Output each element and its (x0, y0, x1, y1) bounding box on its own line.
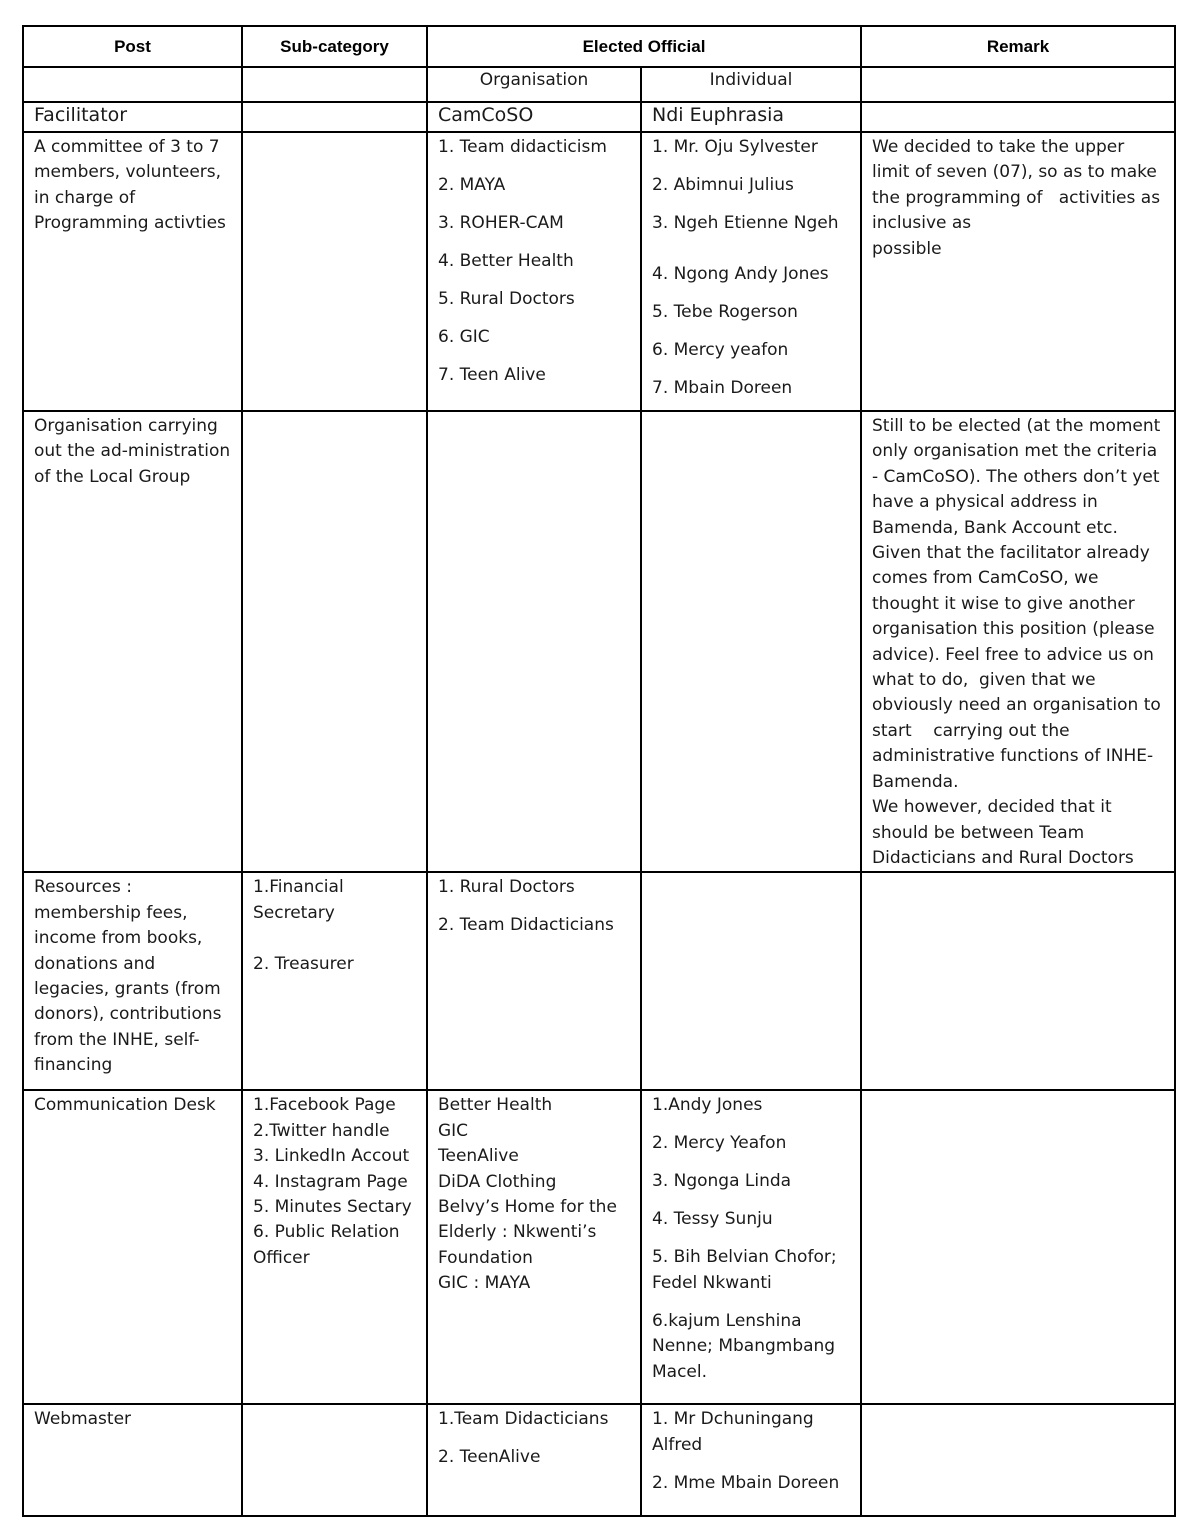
individual-cell: Ndi Euphrasia (641, 102, 861, 132)
list-item: DiDA Clothing (438, 1171, 557, 1192)
post-cell: Resources : membership fees, income from books, donations and legacies, grants (from donors), contributions from the INHE, self-financing (23, 872, 242, 1090)
subcategory-cell (242, 132, 427, 411)
list-item: 1. Mr Dchuningang Alfred (652, 1409, 814, 1455)
subcategory-cell (242, 1404, 427, 1516)
table-row-administration (23, 411, 1175, 872)
organisation-list (427, 1404, 641, 1516)
list-item: 1.Team Didacticians (438, 1409, 609, 1430)
list-item: 6. Mercy yeafon (652, 340, 789, 361)
post-cell: Communication Desk (23, 1090, 242, 1404)
list-item: 3. ROHER-CAM (438, 213, 564, 233)
subheader-organisation: Organisation (427, 67, 641, 102)
remark-cell (861, 102, 1175, 132)
remark-cell: Still to be elected (at the moment only organisation met the criteria - CamCoSO). The others don’t yet have a physical address in Bamenda, Bank Account etc. Given that the facilitator already comes from CamCoSO, we thought it wise to give another organisation this position (please advice). Feel free to advice us on what to do, given that we obviously need an organisation to start carrying out the administrative functions of INHE-Bamenda. We however, decided that it should be between Team Didacticians and Rural Doctors (861, 411, 1175, 872)
subcategory-list (242, 872, 427, 1090)
list-item: 2. Mme Mbain Doreen (652, 1472, 840, 1493)
subheader-row (23, 67, 1175, 102)
list-item: 7. Mbain Doreen (652, 378, 793, 399)
list-item: 4. Tessy Sunju (652, 1209, 773, 1230)
header-row (23, 26, 1175, 67)
table-row-committee (23, 132, 1175, 411)
header-subcategory: Sub-category (242, 26, 427, 67)
individual-list (641, 1090, 861, 1404)
individual-cell (641, 411, 861, 872)
list-item: 2.Twitter handle (253, 1120, 390, 1141)
list-item: 6.kajum Lenshina Nenne; Mbangmbang Macel. (652, 1310, 836, 1382)
subheader-remark-empty (861, 67, 1175, 102)
list-item: GIC (438, 1120, 469, 1141)
list-item: 1. Team didacticism (438, 137, 607, 157)
list-item: 3. LinkedIn Accout (253, 1146, 410, 1167)
list-item: 4. Ngong Andy Jones (652, 264, 829, 285)
subheader-individual: Individual (641, 67, 861, 102)
list-item: TeenAlive (438, 1146, 519, 1167)
post-cell: Organisation carrying out the ad-ministration of the Local Group (23, 411, 242, 872)
remark-cell: We decided to take the upper limit of seven (07), so as to make the programming of activities as inclusive as possible (861, 132, 1175, 411)
list-item: 3. Ngeh Etienne Ngeh (652, 213, 839, 233)
list-item: 2. Mercy Yeafon (652, 1133, 787, 1154)
remark-cell (861, 1404, 1175, 1516)
list-item: 2. TeenAlive (438, 1447, 541, 1468)
post-cell: Webmaster (23, 1404, 242, 1516)
table-row-facilitator (23, 102, 1175, 132)
organisation-list (427, 872, 641, 1090)
subcategory-cell (242, 102, 427, 132)
list-item: 5. Minutes Sectary (253, 1196, 412, 1217)
table-row-communication (23, 1090, 1175, 1404)
table-row-resources (23, 872, 1175, 1090)
list-item: 1. Rural Doctors (438, 877, 575, 898)
list-item: 2. Treasurer (253, 954, 354, 975)
header-post: Post (23, 26, 242, 67)
list-item: 2. Abimnui Julius (652, 175, 794, 195)
list-item: 4. Better Health (438, 251, 574, 271)
list-item: 1.Financial Secretary (253, 877, 344, 923)
list-item: 6. Public Relation Officer (253, 1222, 400, 1268)
header-elected-official: Elected Official (427, 26, 861, 67)
organisation-list (427, 1090, 641, 1404)
subheader-post-empty (23, 67, 242, 102)
individual-list (641, 132, 861, 411)
officials-table (22, 25, 1176, 1517)
list-item: GIC : MAYA (438, 1273, 531, 1294)
organisation-cell (427, 411, 641, 872)
list-item: 6. GIC (438, 327, 490, 347)
subcategory-list (242, 1090, 427, 1404)
list-item: 5. Rural Doctors (438, 289, 575, 309)
list-item: 4. Instagram Page (253, 1171, 408, 1192)
list-item: 2. Team Didacticians (438, 915, 614, 936)
list-item: 1.Andy Jones (652, 1095, 763, 1116)
subcategory-cell (242, 411, 427, 872)
individual-cell (641, 872, 861, 1090)
list-item: 5. Tebe Rogerson (652, 302, 798, 323)
list-item: 2. MAYA (438, 175, 506, 195)
list-item: 3. Ngonga Linda (652, 1171, 792, 1192)
individual-list (641, 1404, 861, 1516)
list-item: Belvy’s Home for the Elderly : Nkwenti’s Foundation (438, 1196, 617, 1268)
list-item: 1. Mr. Oju Sylvester (652, 137, 818, 157)
list-item: 7. Teen Alive (438, 365, 546, 385)
post-cell: A committee of 3 to 7 members, volunteers, in charge of Programming activties (23, 132, 242, 411)
remark-cell (861, 1090, 1175, 1404)
organisation-list (427, 132, 641, 411)
post-cell: Facilitator (23, 102, 242, 132)
list-item: 5. Bih Belvian Chofor; Fedel Nkwanti (652, 1247, 837, 1293)
remark-cell (861, 872, 1175, 1090)
header-remark: Remark (861, 26, 1175, 67)
list-item: 1.Facebook Page (253, 1095, 396, 1116)
subheader-subcategory-empty (242, 67, 427, 102)
table-row-webmaster (23, 1404, 1175, 1516)
organisation-cell: CamCoSO (427, 102, 641, 132)
list-item: Better Health (438, 1095, 553, 1116)
